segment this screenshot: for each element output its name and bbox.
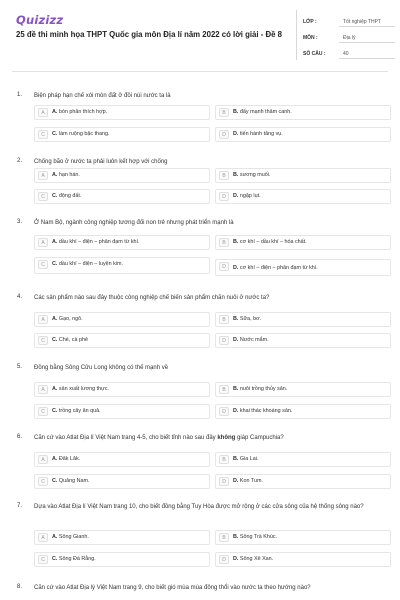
option-letter: A [38, 315, 48, 324]
meta-row-subject [303, 30, 395, 46]
option-a[interactable]: A A. Sông Gianh. [34, 530, 210, 545]
option-letter: B [219, 455, 229, 464]
option-c[interactable]: C C. Sông Đà Rằng. [34, 552, 210, 567]
question-number: 6. [17, 434, 23, 440]
option-letter: A [38, 171, 48, 180]
option-letter: D [219, 192, 229, 201]
option-letter: C [38, 260, 48, 269]
option-c[interactable]: C C. dầu khí – điện – luyện kim. [34, 257, 210, 274]
meta-value-field[interactable]: 40 [339, 48, 395, 59]
document-header [0, 0, 400, 68]
option-b[interactable]: B B. Sữa, bơ. [215, 312, 391, 327]
question-number: 5. [17, 364, 23, 370]
option-letter: C [38, 130, 48, 139]
option-d[interactable]: D D. ngập lụt. [215, 189, 391, 204]
option-c[interactable]: C C. Quảng Nam. [34, 474, 210, 489]
header-divider [12, 71, 388, 72]
question-number: 7. [17, 503, 23, 509]
option-a[interactable]: A A. Gạo, ngô. [34, 312, 210, 327]
option-letter: C [38, 192, 48, 201]
option-b[interactable]: B B. đẩy mạnh thâm canh. [215, 105, 391, 120]
question-number: 2. [17, 158, 23, 164]
option-letter: B [219, 238, 229, 247]
option-letter: C [38, 477, 48, 486]
question-text: Ở Nam Bộ, ngành công nghiệp tương đối non trẻ nhưng phát triển mạnh là [34, 220, 234, 226]
option-b[interactable]: B B. nuôi trồng thủy sản. [215, 382, 391, 397]
option-b[interactable]: B B. cơ khí – dầu khí – hóa chất. [215, 235, 391, 250]
option-b[interactable]: B B. Gia Lai. [215, 452, 391, 467]
option-letter: B [219, 533, 229, 542]
option-a[interactable]: A A. dầu khí – điện – phân đạm từ khí. [34, 235, 210, 250]
option-letter: B [219, 385, 229, 394]
option-d[interactable]: D D. khai thác khoáng sản. [215, 404, 391, 419]
option-letter: D [219, 477, 229, 486]
option-letter: B [219, 171, 229, 180]
question-text: Biện pháp hạn chế xói mòn đất ở đồi núi nước ta là [34, 93, 171, 99]
question-text: Chống bão ở nước ta phải luôn kết hợp với chống [34, 159, 168, 165]
meta-value-field[interactable]: Địa lý [339, 32, 395, 43]
option-d[interactable]: D D. tiến hành tăng vụ. [215, 127, 391, 142]
option-letter: B [219, 315, 229, 324]
option-b[interactable]: B B. Sông Trà Khúc. [215, 530, 391, 545]
meta-value-field[interactable]: Tốt nghiệp THPT [339, 16, 395, 27]
meta-label: MÔN : [303, 35, 318, 41]
option-a[interactable]: A A. hạn hán. [34, 168, 210, 183]
option-d[interactable]: D D. Sông Xê Xan. [215, 552, 391, 567]
option-letter: C [38, 336, 48, 345]
quizizz-logo: Quizizz [16, 13, 64, 27]
option-letter: A [38, 238, 48, 247]
question-number: 3. [17, 219, 23, 225]
question-text: Dựa vào Atlat Địa lí Việt Nam trang 10, cho biết đồng bằng Tuy Hòa được mở rộng ở các cửa sông của hệ thống sông nào? [34, 504, 364, 510]
option-c[interactable]: C C. Chè, cà phê [34, 333, 210, 348]
option-letter: A [38, 533, 48, 542]
option-a[interactable]: A A. bón phân thích hợp. [34, 105, 210, 120]
option-letter: A [38, 455, 48, 464]
option-a[interactable]: A A. Đăk Lăk. [34, 452, 210, 467]
option-letter: A [38, 385, 48, 394]
option-d[interactable]: D D. Nước mắm. [215, 333, 391, 348]
option-letter: D [219, 262, 229, 271]
option-letter: D [219, 555, 229, 564]
option-letter: C [38, 555, 48, 564]
option-d[interactable]: D D. cơ khí – điện – phân đạm từ khí. [215, 259, 391, 276]
meta-box [296, 10, 394, 60]
option-letter: D [219, 336, 229, 345]
question-number: 1. [17, 92, 23, 98]
option-c[interactable]: C C. động đất. [34, 189, 210, 204]
option-c[interactable]: C C. làm ruộng bậc thang. [34, 127, 210, 142]
question-text: Căn cứ vào Atlat Địa lý Việt Nam trang 9, cho biết gió mùa mùa đông thổi vào nước ta theo hướng nào? [34, 585, 311, 591]
meta-label: SỐ CÂU : [303, 51, 326, 57]
option-d[interactable]: D D. Kon Tum. [215, 474, 391, 489]
question-text: Đồng bằng Sông Cửu Long không có thế mạnh về [34, 365, 169, 371]
option-letter: B [219, 108, 229, 117]
option-a[interactable]: A A. sản xuất lương thực. [34, 382, 210, 397]
question-text: Căn cứ vào Atlat Địa lí Việt Nam trang 4-5, cho biết tỉnh nào sau đây không giáp Campuchia? [34, 435, 284, 441]
option-letter: D [219, 407, 229, 416]
document-title: 25 đề thi minh họa THPT Quốc gia môn Địa lí năm 2022 có lời giải - Đề 8 [16, 30, 282, 39]
meta-row-class [303, 14, 395, 30]
option-letter: D [219, 130, 229, 139]
question-number: 8. [17, 584, 23, 590]
option-letter: A [38, 108, 48, 117]
meta-label: LỚP : [303, 19, 317, 25]
question-text: Các sản phẩm nào sau đây thuộc công nghiệp chế biến sản phẩm chăn nuôi ở nước ta? [34, 295, 270, 301]
option-c[interactable]: C C. trồng cây ăn quả. [34, 404, 210, 419]
meta-row-count [303, 46, 395, 62]
option-letter: C [38, 407, 48, 416]
option-b[interactable]: B B. sương muối. [215, 168, 391, 183]
question-number: 4. [17, 294, 23, 300]
